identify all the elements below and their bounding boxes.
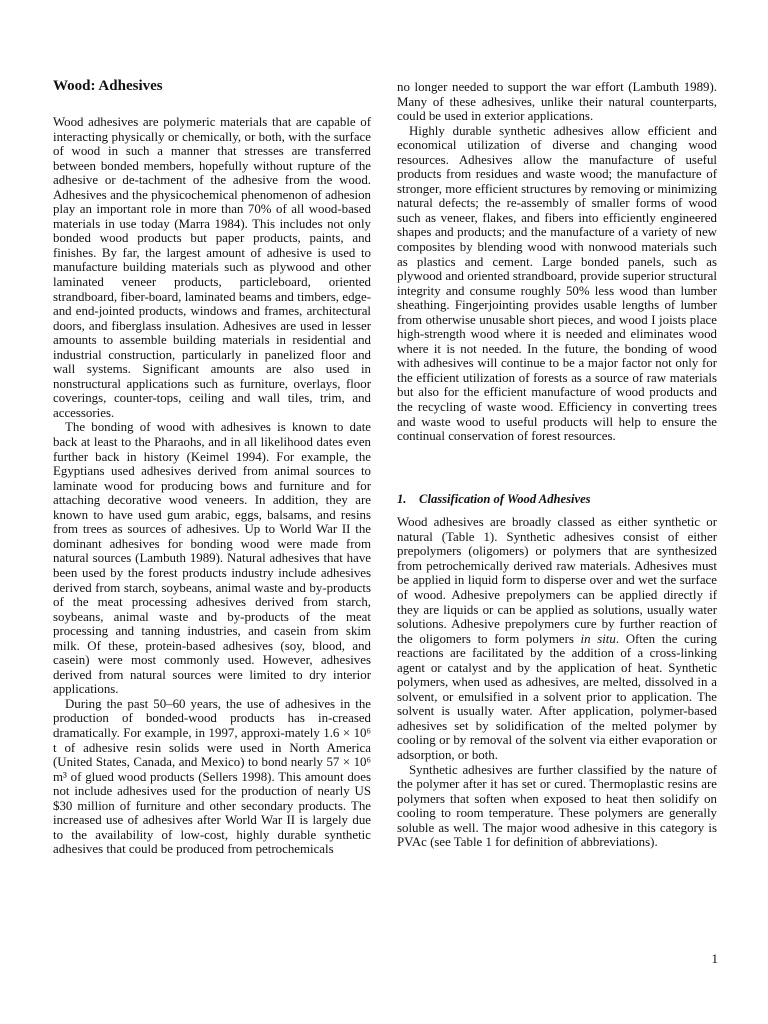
- paragraph-synthetic-benefits: Highly durable synthetic adhesives allow efficient and economical utilization of diverse and changing wood resources. Adhesives allow the manufacture of useful products from residues and waste wood; the manufacture of stronger, more efficient structures by removing or minimizing natural defects; the re-assembly of smaller forms of wood such as veneer, flakes, and fibers into efficiently engineered shapes and products; and the manufacture of a variety of new composites by blending wood with nonwood materials such as plastics and cement. Large bonded panels, such as plywood and oriented strandboard, provide superior structural integrity and consume roughly 50% less wood than lumber sheathing. Fingerjointing provides usable lengths of lumber from otherwise unusable short pieces, and wood I joists place high-strength wood where it is needed and eliminates wood where it is not needed. In the future, the bonding of wood with adhesives will continue to be a major factor not only for the efficient utilization of forests as a source of raw materials but also for the efficient manufacture of wood products and the recycling of waste wood. Efficiency in converting trees and waste wood to useful products will help to ensure the continual conservation of forest resources.: [397, 123, 717, 444]
- page-number: 1: [711, 951, 718, 966]
- paragraph-history: The bonding of wood with adhesives is known to date back at least to the Pharaohs, and in all likelihood dates even further back in history (Keimel 1994). For example, the Egyptians used adhesives derived from animal sources to laminate wood for producing bows and furniture and for attaching decorative wood veneers. In addition, they are known to have used gum arabic, eggs, balsams, and resins from trees as sources of adhesives. Up to World War II the dominant adhesives for bonding wood were made from natural sources (Lambuth 1989). Natural adhesives that have been used by the forest products industry include adhesives derived from starch, soybeans, animal waste and by-products of the meat processing adhesives derived from starch, soybeans, animal waste and by-products of the meat processing and tanning industries, and casein from skim milk. Of these, protein-based adhesives (soy, blood, and casein) were most commonly used. However, adhesives derived from natural sources were limited to dry interior applications.: [53, 420, 371, 697]
- paragraph-intro: Wood adhesives are polymeric materials that are capable of interacting physically or chemically, or both, with the surface of wood in such a manner that stresses are transferred between bonded members, hopefully without rupture of the adhesive or de-tachment of the adhesive from the wood. Adhesives and the physicochemical phenomenon of adhesion play an important role in more than 70% of all wood-based materials in use today (Marra 1984). This includes not only bonded wood products but paper products, paints, and finishes. By far, the largest amount of adhesive is used to manufacture building materials such as plywood and other laminated veneer products, particleboard, oriented strandboard, fiber-board, laminated beams and timbers, edge- and end-jointed products, windows and frames, architectural doors, and fiberglass insulation. Adhesives are used in lesser amounts to assemble building materials in residential and industrial construction, particularly in panelized floor and wall systems. Significant amounts are also used in nonstructural applications such as furniture, overlays, floor coverings, counter-tops, ceiling and wall tiles, trim, and accessories.: [53, 115, 371, 420]
- section-heading-classification: 1. Classification of Wood Adhesives: [397, 491, 591, 506]
- classification-text-end: . Often the curing reactions are facilitated by the addition of a cross-linking agent or catalyst and by the application of heat. Synthetic polymers, when used as adhesives, are melted, dissolved in a solvent, or emulsified in a solvent prior to application. The solvent is usually water. After application, polymer-based adhesives set by solidification of the melted polymer by cooling or by removal of the solvent via either evaporation or adsorption, or both.: [397, 631, 718, 762]
- article-title: Wood: Adhesives: [53, 78, 163, 94]
- paragraph-continuation: no longer needed to support the war effort (Lambuth 1989). Many of these adhesives, unlike their natural counterparts, could be used in exterior applications.: [397, 80, 717, 124]
- classification-text-start: Wood adhesives are broadly classed as either synthetic or natural (Table 1). Synthetic adhesives consist of either prepolymers (oligomers) or polymers that are synthesized from petrochemically derived raw materials. Adhesives must be applied in liquid form to disperse over and wet the surface of wood. Adhesive prepolymers can be applied directly if they are liquids or can be applied as solutions, usually water solutions. Adhesive prepolymers cure by further reaction of the oligomers to form polymers: [397, 515, 717, 646]
- paragraph-classification: [397, 515, 717, 762]
- left-column: [53, 78, 371, 857]
- paragraph-thermoplastic: Synthetic adhesives are further classified by the nature of the polymer after it has set or cured. Thermoplastic resins are polymers that soften when exposed to heat then solidify on cooling to room temperature. These polymers are generally soluble as well. The major wood adhesive in this category is PVAc (see Table 1 for definition of abbreviations).: [397, 762, 717, 850]
- paragraph-usage-growth: During the past 50–60 years, the use of adhesives in the production of bonded-wood products has in-creased dramatically. For example, in 1997, approxi-mately 1.6 × 10⁶ t of adhesive resin solids were used in North America (United States, Canada, and Mexico) to bond nearly 57 × 10⁶ m³ of glued wood products (Sellers 1998). This amount does not include adhesives used for the production of nearly US $30 million of furniture and other secondary products. The increased use of adhesives after World War II is largely due to the availability of low-cost, highly durable synthetic adhesives that could be produced from petrochemicals: [53, 696, 371, 857]
- right-column: [397, 80, 717, 850]
- classification-italic-term: in situ: [580, 631, 616, 646]
